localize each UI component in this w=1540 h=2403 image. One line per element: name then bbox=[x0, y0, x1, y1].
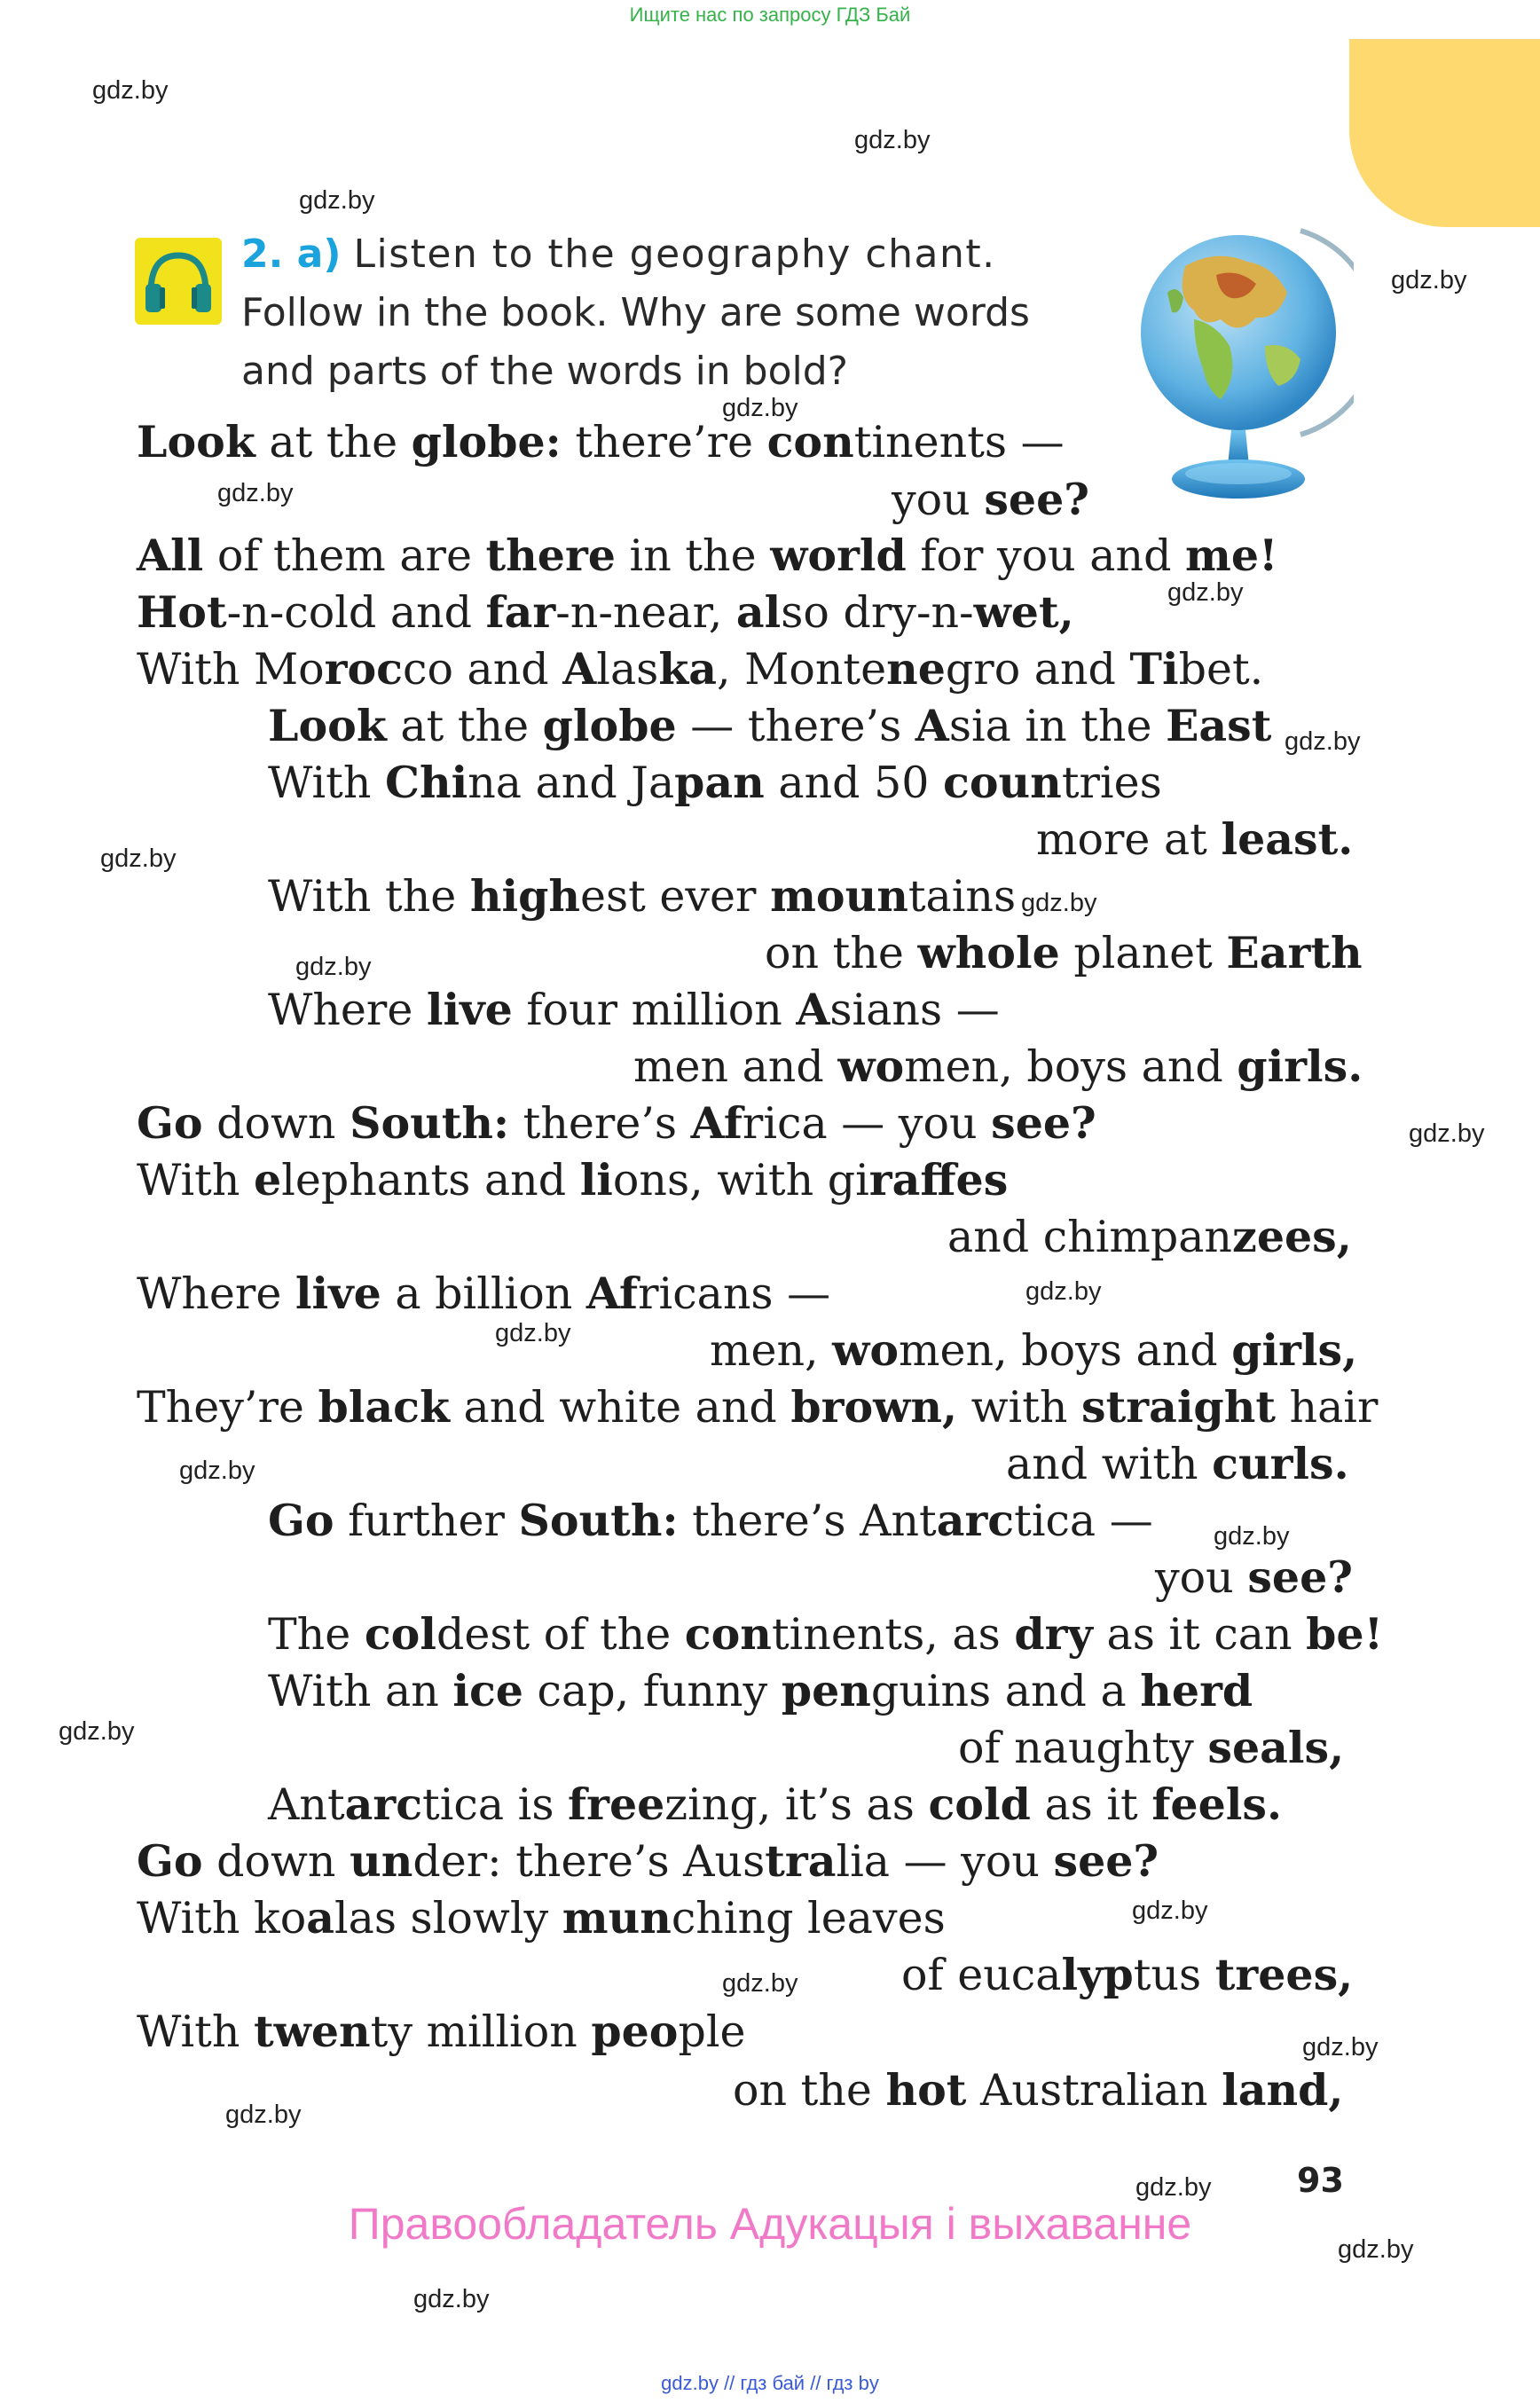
watermark: gdz.by bbox=[1338, 2235, 1414, 2264]
poem-line: With twenty million people bbox=[137, 2006, 746, 2057]
poem-line: Where live four million Asians — bbox=[268, 984, 1000, 1035]
poem-line: you see? bbox=[892, 474, 1089, 525]
page-number: 93 bbox=[1297, 2161, 1344, 2200]
poem-line: Hot-n-cold and far-n-near, also dry-n-wet, bbox=[137, 586, 1074, 638]
watermark: gdz.by bbox=[217, 479, 294, 507]
poem-line: more at least. bbox=[1036, 813, 1354, 865]
watermark: gdz.by bbox=[299, 186, 375, 215]
poem-line: Go down under: there’s Australia — you see? bbox=[137, 1835, 1159, 1887]
poem-line: Where live a billion Africans — bbox=[137, 1268, 831, 1319]
poem-line: and chimpanzees, bbox=[947, 1211, 1352, 1262]
watermark: gdz.by bbox=[854, 126, 931, 154]
poem-line: With China and Japan and 50 countries bbox=[268, 757, 1162, 808]
poem-line: All of them are there in the world for you and me! bbox=[137, 530, 1278, 581]
poem-line: on the hot Australian land, bbox=[733, 2064, 1344, 2116]
watermark: gdz.by bbox=[179, 1457, 255, 1485]
watermark: gdz.by bbox=[722, 394, 798, 422]
poem-line: Look at the globe: there’re continents — bbox=[137, 416, 1065, 467]
watermark: gdz.by bbox=[1132, 1896, 1208, 1925]
poem-line: of naughty seals, bbox=[958, 1722, 1345, 1773]
poem-line: With Morocco and Alaska, Montenegro and Tibet. bbox=[137, 643, 1264, 695]
poem-line: men, women, boys and girls, bbox=[710, 1324, 1358, 1376]
watermark: gdz.by bbox=[1025, 1277, 1102, 1306]
poem-line: Go further South: there’s Antarctica — bbox=[268, 1495, 1153, 1546]
poem-line: With elephants and lions, with giraffes bbox=[137, 1154, 1009, 1205]
watermark: gdz.by bbox=[1391, 266, 1467, 294]
poem-line: With koalas slowly munching leaves bbox=[137, 1892, 946, 1944]
watermark: gdz.by bbox=[1214, 1522, 1290, 1551]
watermark: gdz.by bbox=[413, 2285, 490, 2313]
exercise-title-line3: and parts of the words in bold? bbox=[241, 349, 849, 394]
watermark: gdz.by bbox=[225, 2101, 302, 2129]
watermark: gdz.by bbox=[100, 844, 177, 873]
watermark: gdz.by bbox=[1167, 578, 1244, 607]
poem-line: of eucalyptus trees, bbox=[901, 1949, 1354, 2000]
poem-line: They’re black and white and brown, with straight hair bbox=[137, 1381, 1379, 1433]
poem-line: men and women, boys and girls. bbox=[633, 1041, 1363, 1092]
watermark: gdz.by bbox=[1021, 889, 1097, 917]
poem-line: on the whole planet Earth bbox=[765, 927, 1363, 978]
watermark: gdz.by bbox=[495, 1319, 571, 1347]
poem-line: With an ice cap, funny penguins and a herd bbox=[268, 1665, 1253, 1716]
exercise-number: 2. a) bbox=[241, 232, 342, 277]
watermark: gdz.by bbox=[1135, 2173, 1212, 2202]
watermark: gdz.by bbox=[92, 76, 169, 105]
poem-line: you see? bbox=[1155, 1551, 1353, 1603]
watermark: gdz.by bbox=[1409, 1119, 1485, 1148]
top-banner: Ищите нас по запросу ГДЗ Бай bbox=[629, 4, 911, 26]
watermark: gdz.by bbox=[295, 953, 372, 981]
exercise-title-line2: Follow in the book. Why are some words bbox=[241, 290, 1030, 335]
watermark: gdz.by bbox=[1302, 2033, 1379, 2061]
poem-line: Look at the globe — there’s Asia in the East bbox=[268, 700, 1272, 751]
footer-links[interactable]: gdz.by // гдз бай // гдз by bbox=[661, 2372, 879, 2394]
poem-line: With the highest ever mountains bbox=[268, 870, 1017, 922]
poem-line: and with curls. bbox=[1006, 1438, 1349, 1489]
poem-line: The coldest of the continents, as dry as it can be! bbox=[268, 1608, 1384, 1660]
copyright-owner: Правообладатель Адукацыя і выхаванне bbox=[348, 2199, 1192, 2249]
poem-line: Antarctica is freezing, it’s as cold as it feels. bbox=[268, 1779, 1283, 1830]
poem-line: Go down South: there’s Africa — you see? bbox=[137, 1097, 1096, 1149]
watermark: gdz.by bbox=[722, 1969, 798, 1998]
watermark: gdz.by bbox=[59, 1717, 135, 1746]
exercise-title-line1: Listen to the geography chant. bbox=[353, 232, 996, 277]
watermark: gdz.by bbox=[1285, 727, 1361, 756]
